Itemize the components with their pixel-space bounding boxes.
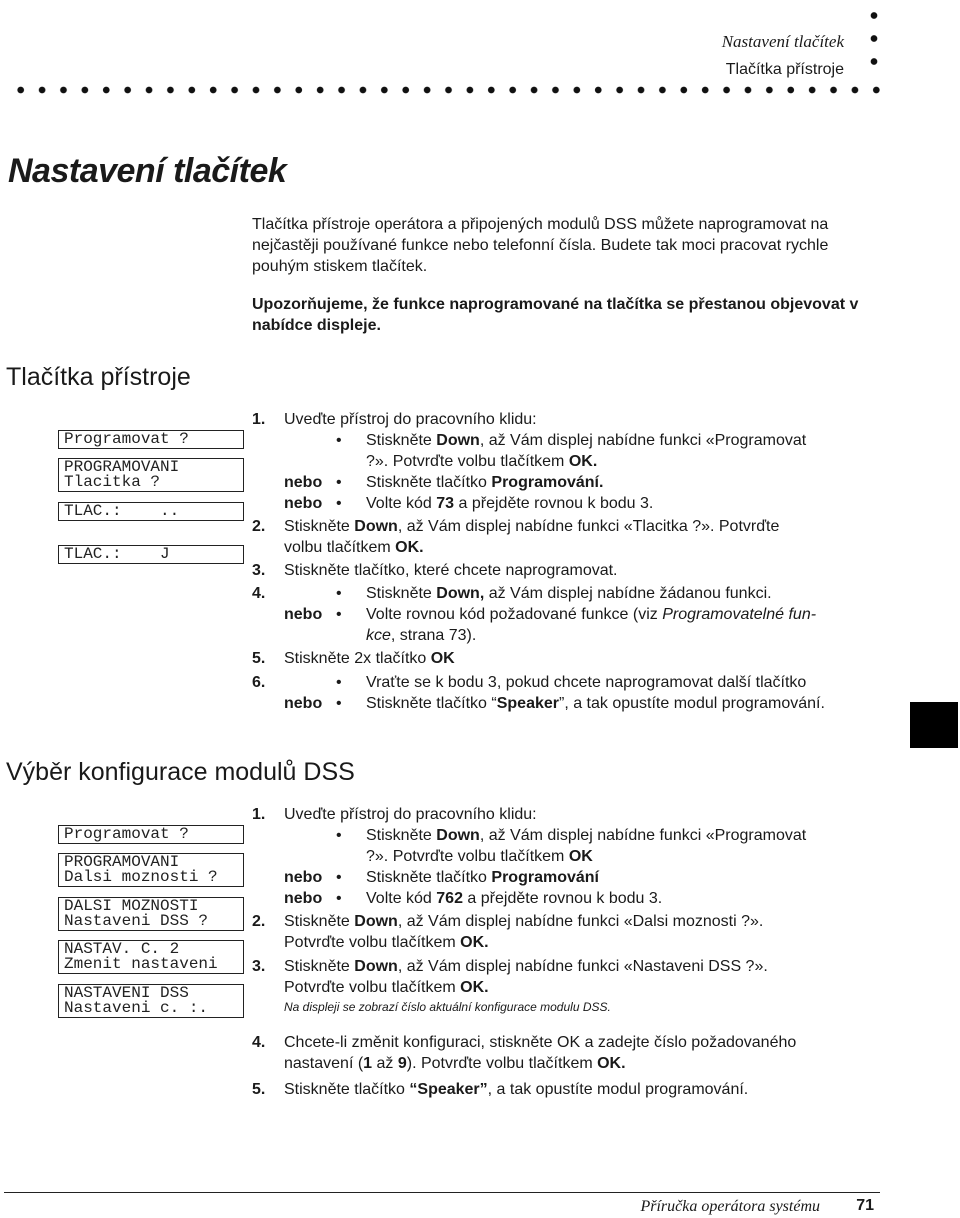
step-continuation bbox=[252, 537, 892, 558]
key-label: “Speaker” bbox=[409, 1081, 488, 1098]
step-text bbox=[252, 1081, 748, 1098]
or-label: nebo bbox=[284, 869, 323, 886]
bullet-icon: • bbox=[336, 606, 342, 623]
step-bullet bbox=[252, 693, 892, 714]
code-value: 73 bbox=[436, 495, 455, 512]
lcd-line: TLAC.: J bbox=[64, 545, 170, 563]
lcd-line: Zmenit nastaveni bbox=[64, 955, 218, 973]
lcd-line: PROGRAMOVANI bbox=[64, 458, 180, 476]
text-run: Stiskněte bbox=[284, 518, 355, 535]
step-number: 3. bbox=[252, 958, 266, 975]
lcd-line: NASTAVENI DSS bbox=[64, 984, 189, 1002]
step-text bbox=[252, 934, 489, 951]
step-text bbox=[252, 1055, 626, 1072]
text-run: Stiskněte tlačítko bbox=[284, 1081, 410, 1098]
page-title: Nastavení tlačítek bbox=[8, 152, 287, 190]
step-continuation bbox=[252, 1053, 892, 1074]
text-run: Potvrďte volbu tlačítkem bbox=[284, 979, 461, 996]
key-label: Down bbox=[354, 518, 398, 535]
step-text bbox=[252, 958, 768, 975]
bullet-icon: • bbox=[336, 432, 342, 449]
chapter-thumb-tab bbox=[910, 702, 958, 748]
text-run: ?». Potvrďte volbu tlačítkem bbox=[366, 453, 569, 470]
footer-rule bbox=[4, 1192, 880, 1193]
text-run: , až Vám displej nabídne funkci «Dalsi moznosti ?». bbox=[397, 913, 764, 930]
key-label: Down bbox=[436, 432, 480, 449]
lcd-line: NASTAV. C. 2 bbox=[64, 940, 180, 958]
lcd-line: Tlacitka ? bbox=[64, 473, 161, 491]
text-run: nastavení ( bbox=[284, 1055, 364, 1072]
intro-paragraph bbox=[252, 214, 862, 277]
running-header-chapter: Nastavení tlačítek bbox=[721, 32, 844, 51]
text-run: až Vám displej nabídne žádanou funkci. bbox=[484, 585, 772, 602]
or-label: nebo bbox=[284, 474, 323, 491]
step-number: 6. bbox=[252, 674, 266, 691]
step bbox=[252, 560, 892, 581]
key-label: Down, bbox=[436, 585, 485, 602]
footer-book-title: Příručka operátora systému bbox=[640, 1198, 820, 1215]
lcd-line: Programovat ? bbox=[64, 825, 189, 843]
step bbox=[252, 1032, 892, 1053]
key-label: Programování. bbox=[491, 474, 604, 491]
lcd-display bbox=[58, 984, 244, 1018]
step-continuation bbox=[252, 451, 892, 472]
bullet-icon: • bbox=[336, 495, 342, 512]
bullet-icon: • bbox=[336, 890, 342, 907]
step-text bbox=[252, 913, 763, 930]
step bbox=[252, 956, 892, 977]
step bbox=[252, 648, 892, 669]
step-number: 1. bbox=[252, 806, 266, 823]
header-dot-column bbox=[868, 0, 880, 78]
text-run: Stiskněte bbox=[366, 827, 437, 844]
text-run: Stiskněte tlačítko bbox=[366, 869, 492, 886]
lcd-display bbox=[58, 825, 244, 844]
step-text bbox=[252, 539, 424, 556]
bullet-icon: • bbox=[336, 474, 342, 491]
intro-text: Tlačítka přístroje operátora a připojených modulů DSS můžete naprogramovat na nejčastěji používané funkce nebo telefonní čísla. Budete tak moci pracovat rychle pouhým stiskem tlačítek. bbox=[252, 216, 829, 275]
lcd-display bbox=[58, 853, 244, 887]
step-text bbox=[252, 518, 779, 535]
lcd-line: DALSI MOZNOSTI bbox=[64, 897, 199, 915]
key-label: OK. bbox=[568, 453, 598, 470]
step-text: Stiskněte tlačítko, které chcete naprogramovat. bbox=[284, 562, 618, 579]
step-bullet bbox=[252, 472, 892, 493]
lcd-display bbox=[58, 430, 244, 449]
or-label: nebo bbox=[284, 890, 323, 907]
section-title-dss-config: Výběr konfigurace modulů DSS bbox=[6, 758, 355, 786]
step-text: Chcete-li změnit konfiguraci, stiskněte OK a zadejte číslo požadovaného bbox=[284, 1034, 797, 1051]
bullet-icon: • bbox=[336, 695, 342, 712]
or-label: nebo bbox=[284, 606, 323, 623]
step-bullet bbox=[252, 825, 892, 846]
step-number: 1. bbox=[252, 411, 266, 428]
bullet-icon: • bbox=[336, 827, 342, 844]
step-number: 4. bbox=[252, 585, 266, 602]
step bbox=[252, 672, 892, 693]
step-bullet bbox=[252, 888, 892, 909]
cross-reference: Programovatelné fun- bbox=[662, 606, 817, 623]
text-run: Potvrďte volbu tlačítkem bbox=[284, 934, 461, 951]
text-run: a přejděte rovnou k bodu 3. bbox=[462, 890, 663, 907]
key-label: Speaker bbox=[496, 695, 559, 712]
step-bullet bbox=[252, 867, 892, 888]
text-run: , strana 73). bbox=[390, 627, 477, 644]
step-text bbox=[252, 979, 489, 996]
bullet-text: Vraťte se k bodu 3, pokud chcete naprogramovat další tlačítko bbox=[366, 674, 807, 691]
text-run: , až Vám displej nabídne funkci «Tlacitka ?». Potvrďte bbox=[397, 518, 780, 535]
step-number: 3. bbox=[252, 562, 266, 579]
key-label: Down bbox=[436, 827, 480, 844]
lcd-line: Nastaveni DSS ? bbox=[64, 912, 209, 930]
step-text: Uveďte přístroj do pracovního klidu: bbox=[284, 411, 537, 428]
step-number: 4. bbox=[252, 1034, 266, 1051]
step-bullet bbox=[252, 604, 892, 625]
text-run: , a tak opustíte modul programování. bbox=[487, 1081, 749, 1098]
step-number: 2. bbox=[252, 913, 266, 930]
step-text: Uveďte přístroj do pracovního klidu: bbox=[284, 806, 537, 823]
text-run: Volte kód bbox=[366, 890, 437, 907]
lcd-display bbox=[58, 940, 244, 974]
text-run: , až Vám displej nabídne funkci «Nastaveni DSS ?». bbox=[397, 958, 768, 975]
text-run: až bbox=[372, 1055, 398, 1072]
step-number: 2. bbox=[252, 518, 266, 535]
bullet-text bbox=[252, 453, 597, 470]
key-label: Programování bbox=[491, 869, 599, 886]
running-header-section: Tlačítka přístroje bbox=[725, 61, 844, 78]
lcd-line: Nastaveni c. :. bbox=[64, 999, 209, 1017]
text-run: Stiskněte 2x tlačítko bbox=[284, 650, 431, 667]
text-run: ). Potvrďte volbu tlačítkem bbox=[406, 1055, 598, 1072]
code-value: 1 bbox=[363, 1055, 373, 1072]
step-text bbox=[252, 650, 455, 667]
step-continuation bbox=[252, 932, 892, 953]
step-continuation bbox=[252, 846, 892, 867]
lcd-line: PROGRAMOVANI bbox=[64, 853, 180, 871]
key-label: OK. bbox=[460, 934, 489, 951]
text-run: volbu tlačítkem bbox=[284, 539, 396, 556]
step-note: Na displeji se zobrazí číslo aktuální konfigurace modulu DSS. bbox=[284, 1000, 611, 1014]
text-run: , až Vám displej nabídne funkci «Programovat bbox=[479, 827, 807, 844]
bullet-icon: • bbox=[336, 869, 342, 886]
step bbox=[252, 911, 892, 932]
bullet-text bbox=[252, 627, 476, 644]
text-run: Volte rovnou kód požadované funkce (viz bbox=[366, 606, 663, 623]
key-label: Down bbox=[354, 958, 398, 975]
lcd-line: Programovat ? bbox=[64, 430, 189, 448]
bullet-text bbox=[252, 585, 772, 602]
step bbox=[252, 583, 892, 604]
text-run: Volte kód bbox=[366, 495, 437, 512]
step bbox=[252, 1079, 892, 1100]
code-value: 762 bbox=[436, 890, 463, 907]
step-continuation bbox=[252, 625, 892, 646]
section-title-device-keys: Tlačítka přístroje bbox=[6, 363, 191, 391]
code-value: 9 bbox=[397, 1055, 407, 1072]
or-label: nebo bbox=[284, 695, 323, 712]
text-run: , až Vám displej nabídne funkci «Programovat bbox=[479, 432, 807, 449]
text-run: Stiskněte tlačítko bbox=[366, 474, 492, 491]
step bbox=[252, 516, 892, 537]
bullet-icon: • bbox=[336, 585, 342, 602]
text-run: ”, a tak opustíte modul programování. bbox=[558, 695, 825, 712]
text-run: ?». Potvrďte volbu tlačítkem bbox=[366, 848, 569, 865]
lcd-display bbox=[58, 502, 244, 521]
lcd-display bbox=[58, 897, 244, 931]
text-run: a přejděte rovnou k bodu 3. bbox=[454, 495, 654, 512]
steps-dss-config bbox=[252, 804, 892, 1100]
key-label: OK. bbox=[460, 979, 489, 996]
step bbox=[252, 409, 892, 430]
step-continuation bbox=[252, 977, 892, 998]
key-label: OK. bbox=[597, 1055, 626, 1072]
bullet-icon: • bbox=[336, 674, 342, 691]
bullet-text bbox=[252, 848, 593, 865]
or-label: nebo bbox=[284, 495, 323, 512]
lcd-display bbox=[58, 458, 244, 492]
step bbox=[252, 804, 892, 825]
page-number: 71 bbox=[856, 1197, 874, 1214]
steps-device-keys bbox=[252, 409, 892, 714]
text-run: Stiskněte bbox=[366, 432, 437, 449]
lcd-display bbox=[58, 545, 244, 564]
text-run: Stiskněte bbox=[366, 585, 437, 602]
header-dot-rule bbox=[10, 84, 880, 96]
text-run: Stiskněte bbox=[284, 913, 355, 930]
text-run: Stiskněte bbox=[284, 958, 355, 975]
step-number: 5. bbox=[252, 650, 266, 667]
lcd-line: Dalsi moznosti ? bbox=[64, 868, 218, 886]
warning-note: Upozorňujeme, že funkce naprogramované na tlačítka se přestanou objevovat v nabídce displeje. bbox=[252, 296, 859, 334]
step-bullet bbox=[252, 430, 892, 451]
cross-reference: kce bbox=[366, 627, 391, 644]
key-label: OK bbox=[430, 650, 455, 667]
text-run: Stiskněte tlačítko “ bbox=[366, 695, 497, 712]
lcd-line: TLAC.: .. bbox=[64, 502, 180, 520]
step-bullet bbox=[252, 493, 892, 514]
step-number: 5. bbox=[252, 1081, 266, 1098]
key-label: Down bbox=[354, 913, 398, 930]
key-label: OK bbox=[568, 848, 593, 865]
key-label: OK. bbox=[395, 539, 424, 556]
